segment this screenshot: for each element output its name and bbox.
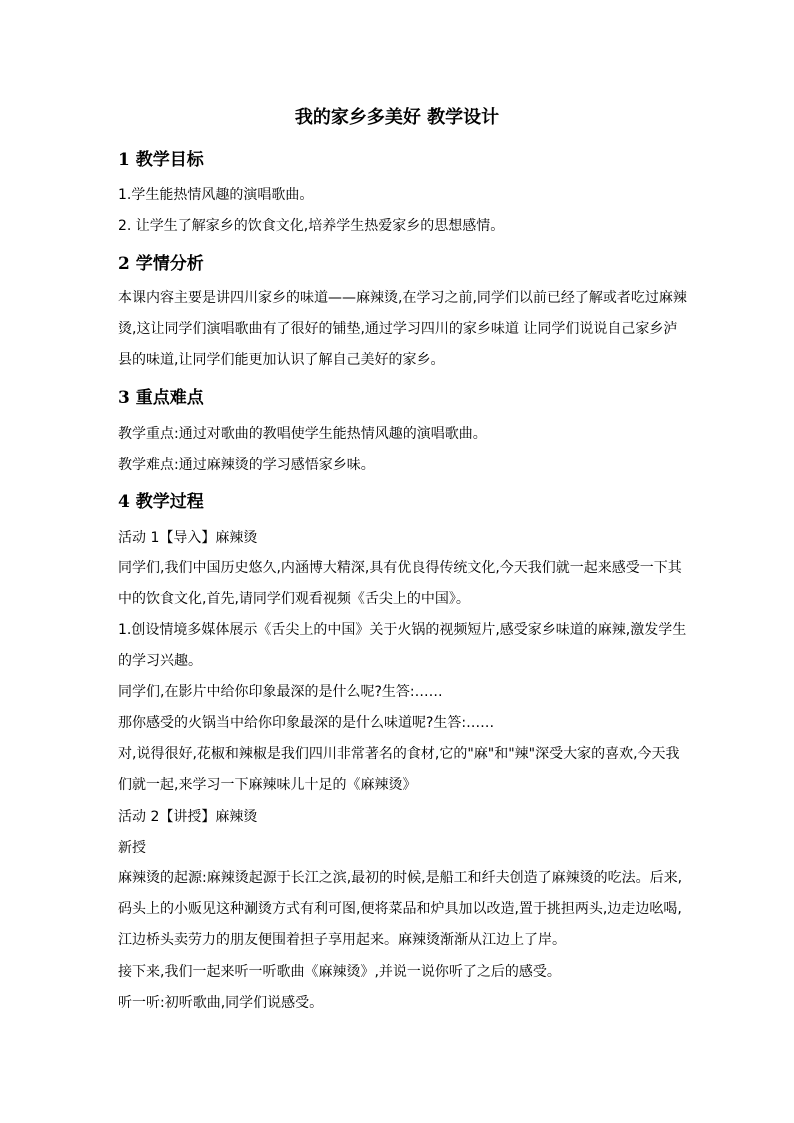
keypoint-focus: 教学重点:通过对歌曲的教唱使学生能热情风趣的演唱歌曲。 (118, 426, 487, 442)
new-teaching-label: 新授 (118, 840, 146, 856)
activity-1-title: 活动 1【导入】麻辣烫 (118, 530, 258, 546)
keypoint-difficulty: 教学难点:通过麻辣烫的学习感悟家乡味。 (118, 457, 375, 473)
goal-item-1: 1.学生能热情风趣的演唱歌曲。 (118, 187, 314, 203)
process-question-2: 那你感受的火锅当中给你印象最深的是什么味道呢?生答:…… (118, 715, 495, 731)
section-heading-process: 4 教学过程 (118, 492, 204, 512)
section-heading-analysis: 2 学情分析 (118, 254, 204, 274)
section-heading-keypoints: 3 重点难点 (118, 388, 204, 408)
process-paragraph-situation: 1.创设情境多媒体展示《舌尖上的中国》关于火锅的视频短片,感受家乡味道的麻辣,激发学生的学习兴趣。 (118, 622, 687, 669)
goal-item-2: 2. 让学生了解家乡的饮食文化,培养学生热爱家乡的思想感情。 (118, 218, 505, 234)
section-heading-goals: 1 教学目标 (118, 150, 204, 170)
analysis-paragraph: 本课内容主要是讲四川家乡的味道——麻辣烫,在学习之前,同学们以前已经了解或者吃过麻辣烫,这让同学们演唱歌曲有了很好的铺垫,通过学习四川的家乡味道 让同学们说说自己家乡泸县的味道,让同学们能更加认识了解自己美好的家乡。 (118, 290, 687, 368)
process-paragraph-intro: 同学们,我们中国历史悠久,内涵博大精深,具有优良得传统文化,今天我们就一起来感受一下其中的饮食文化,首先,请同学们观看视频《舌尖上的中国》。 (118, 560, 682, 607)
activity-2-title: 活动 2【讲授】麻辣烫 (118, 809, 258, 825)
process-paragraph-listen: 听一听:初听歌曲,同学们说感受。 (118, 995, 324, 1011)
process-paragraph-listen-intro: 接下来,我们一起来听一听歌曲《麻辣烫》,并说一说你听了之后的感受。 (118, 964, 561, 980)
process-paragraph-summary: 对,说得很好,花椒和辣椒是我们四川非常著名的食材,它的"麻"和"辣"深受大家的喜欢,今天我们就一起,来学习一下麻辣味儿十足的《麻辣烫》 (118, 746, 680, 793)
process-paragraph-origin: 麻辣烫的起源:麻辣烫起源于长江之滨,最初的时候,是船工和纤夫创造了麻辣烫的吃法。后来,码头上的小贩见这种涮烫方式有利可图,便将菜品和炉具加以改造,置于挑担两头,边走边吆喝,江边桥头卖劳力的朋友便围着担子享用起来。麻辣烫渐渐从江边上了岸。 (118, 870, 683, 948)
document-title: 我的家乡多美好 教学设计 (294, 107, 500, 128)
process-question-1: 同学们,在影片中给你印象最深的是什么呢?生答:…… (118, 684, 443, 700)
